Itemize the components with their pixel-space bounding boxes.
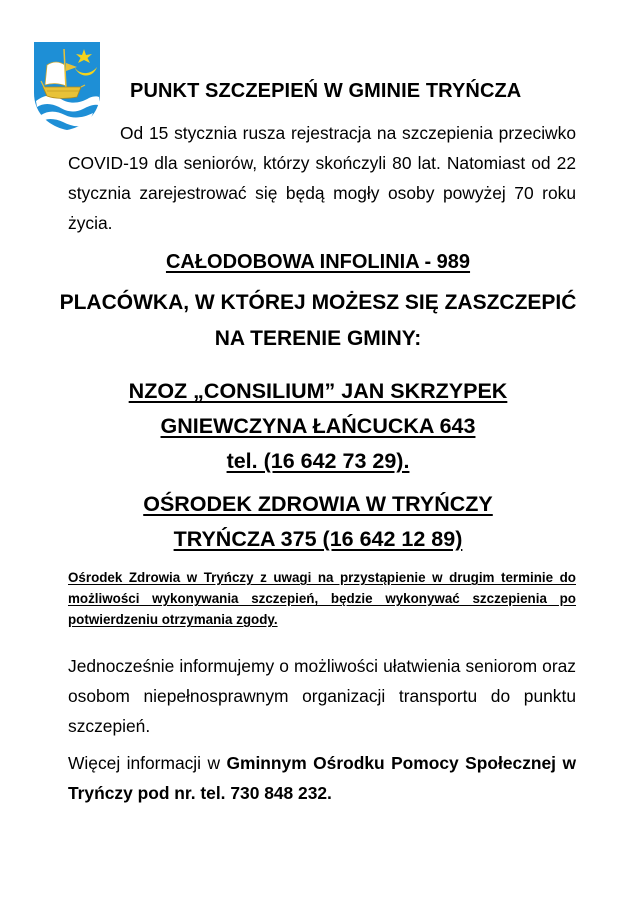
hotline-heading (0, 251, 636, 274)
note-text: Ośrodek Zdrowia w Tryńczy z uwagi na przystąpienie w drugim terminie do możliwości wykonywania szczepień, będzie wykonywać szczepienia po potwierdzeniu otrzymania zgody. (68, 570, 576, 627)
placowka-heading-line2: NA TERENIE GMINY: (214, 327, 422, 350)
sail-icon (45, 62, 66, 86)
facility-2-name-text: OŚRODEK ZDROWIA W TRYŃCZY (143, 492, 493, 516)
transport-paragraph: Jednocześnie informujemy o możliwości ułatwienia seniorom oraz osobom niepełnosprawnym organizacji transportu do punktu szczepień. (68, 656, 576, 736)
page-title: PUNKT SZCZEPIEŃ W GMINIE TRYŃCZA (130, 80, 522, 102)
facility-2-address-phone-text: TRYŃCZA 375 (16 642 12 89) (173, 527, 463, 551)
intro-text: Od 15 stycznia rusza rejestracja na szczepienia przeciwko COVID-19 dla seniorów, którzy skończyli 80 lat. Natomiast od 22 stycznia zarejestrować się będą mogły osoby powyżej 70 roku życia. (68, 123, 576, 233)
more-info-contact: Gminnym Ośrodku Pomocy Społecznej w Tryńczy pod nr. tel. 730 848 232. (68, 753, 576, 803)
placowka-heading-line1: PLACÓWKA, W KTÓREJ MOŻESZ SIĘ ZASZCZEPIĆ (59, 291, 577, 314)
facility-1-address-text: GNIEWCZYNA ŁAŃCUCKA 643 (160, 414, 476, 438)
facility-1-address (0, 414, 636, 439)
facility-2-name (0, 492, 636, 517)
more-info-prefix: Więcej informacji w (68, 753, 227, 773)
hotline-text: CAŁODOBOWA INFOLINIA - 989 (165, 251, 471, 273)
facility-2-address-phone (0, 527, 636, 552)
intro-paragraph (68, 118, 576, 238)
more-info-paragraph (68, 748, 576, 808)
note-paragraph (68, 567, 576, 630)
facility-1-name-text: NZOZ „CONSILIUM” JAN SKRZYPEK (128, 379, 508, 403)
facility-1-name (0, 379, 636, 404)
facility-1-phone (0, 449, 636, 474)
boat-icon (43, 87, 81, 98)
facility-1-phone-text: tel. (16 642 73 29). (226, 449, 410, 473)
